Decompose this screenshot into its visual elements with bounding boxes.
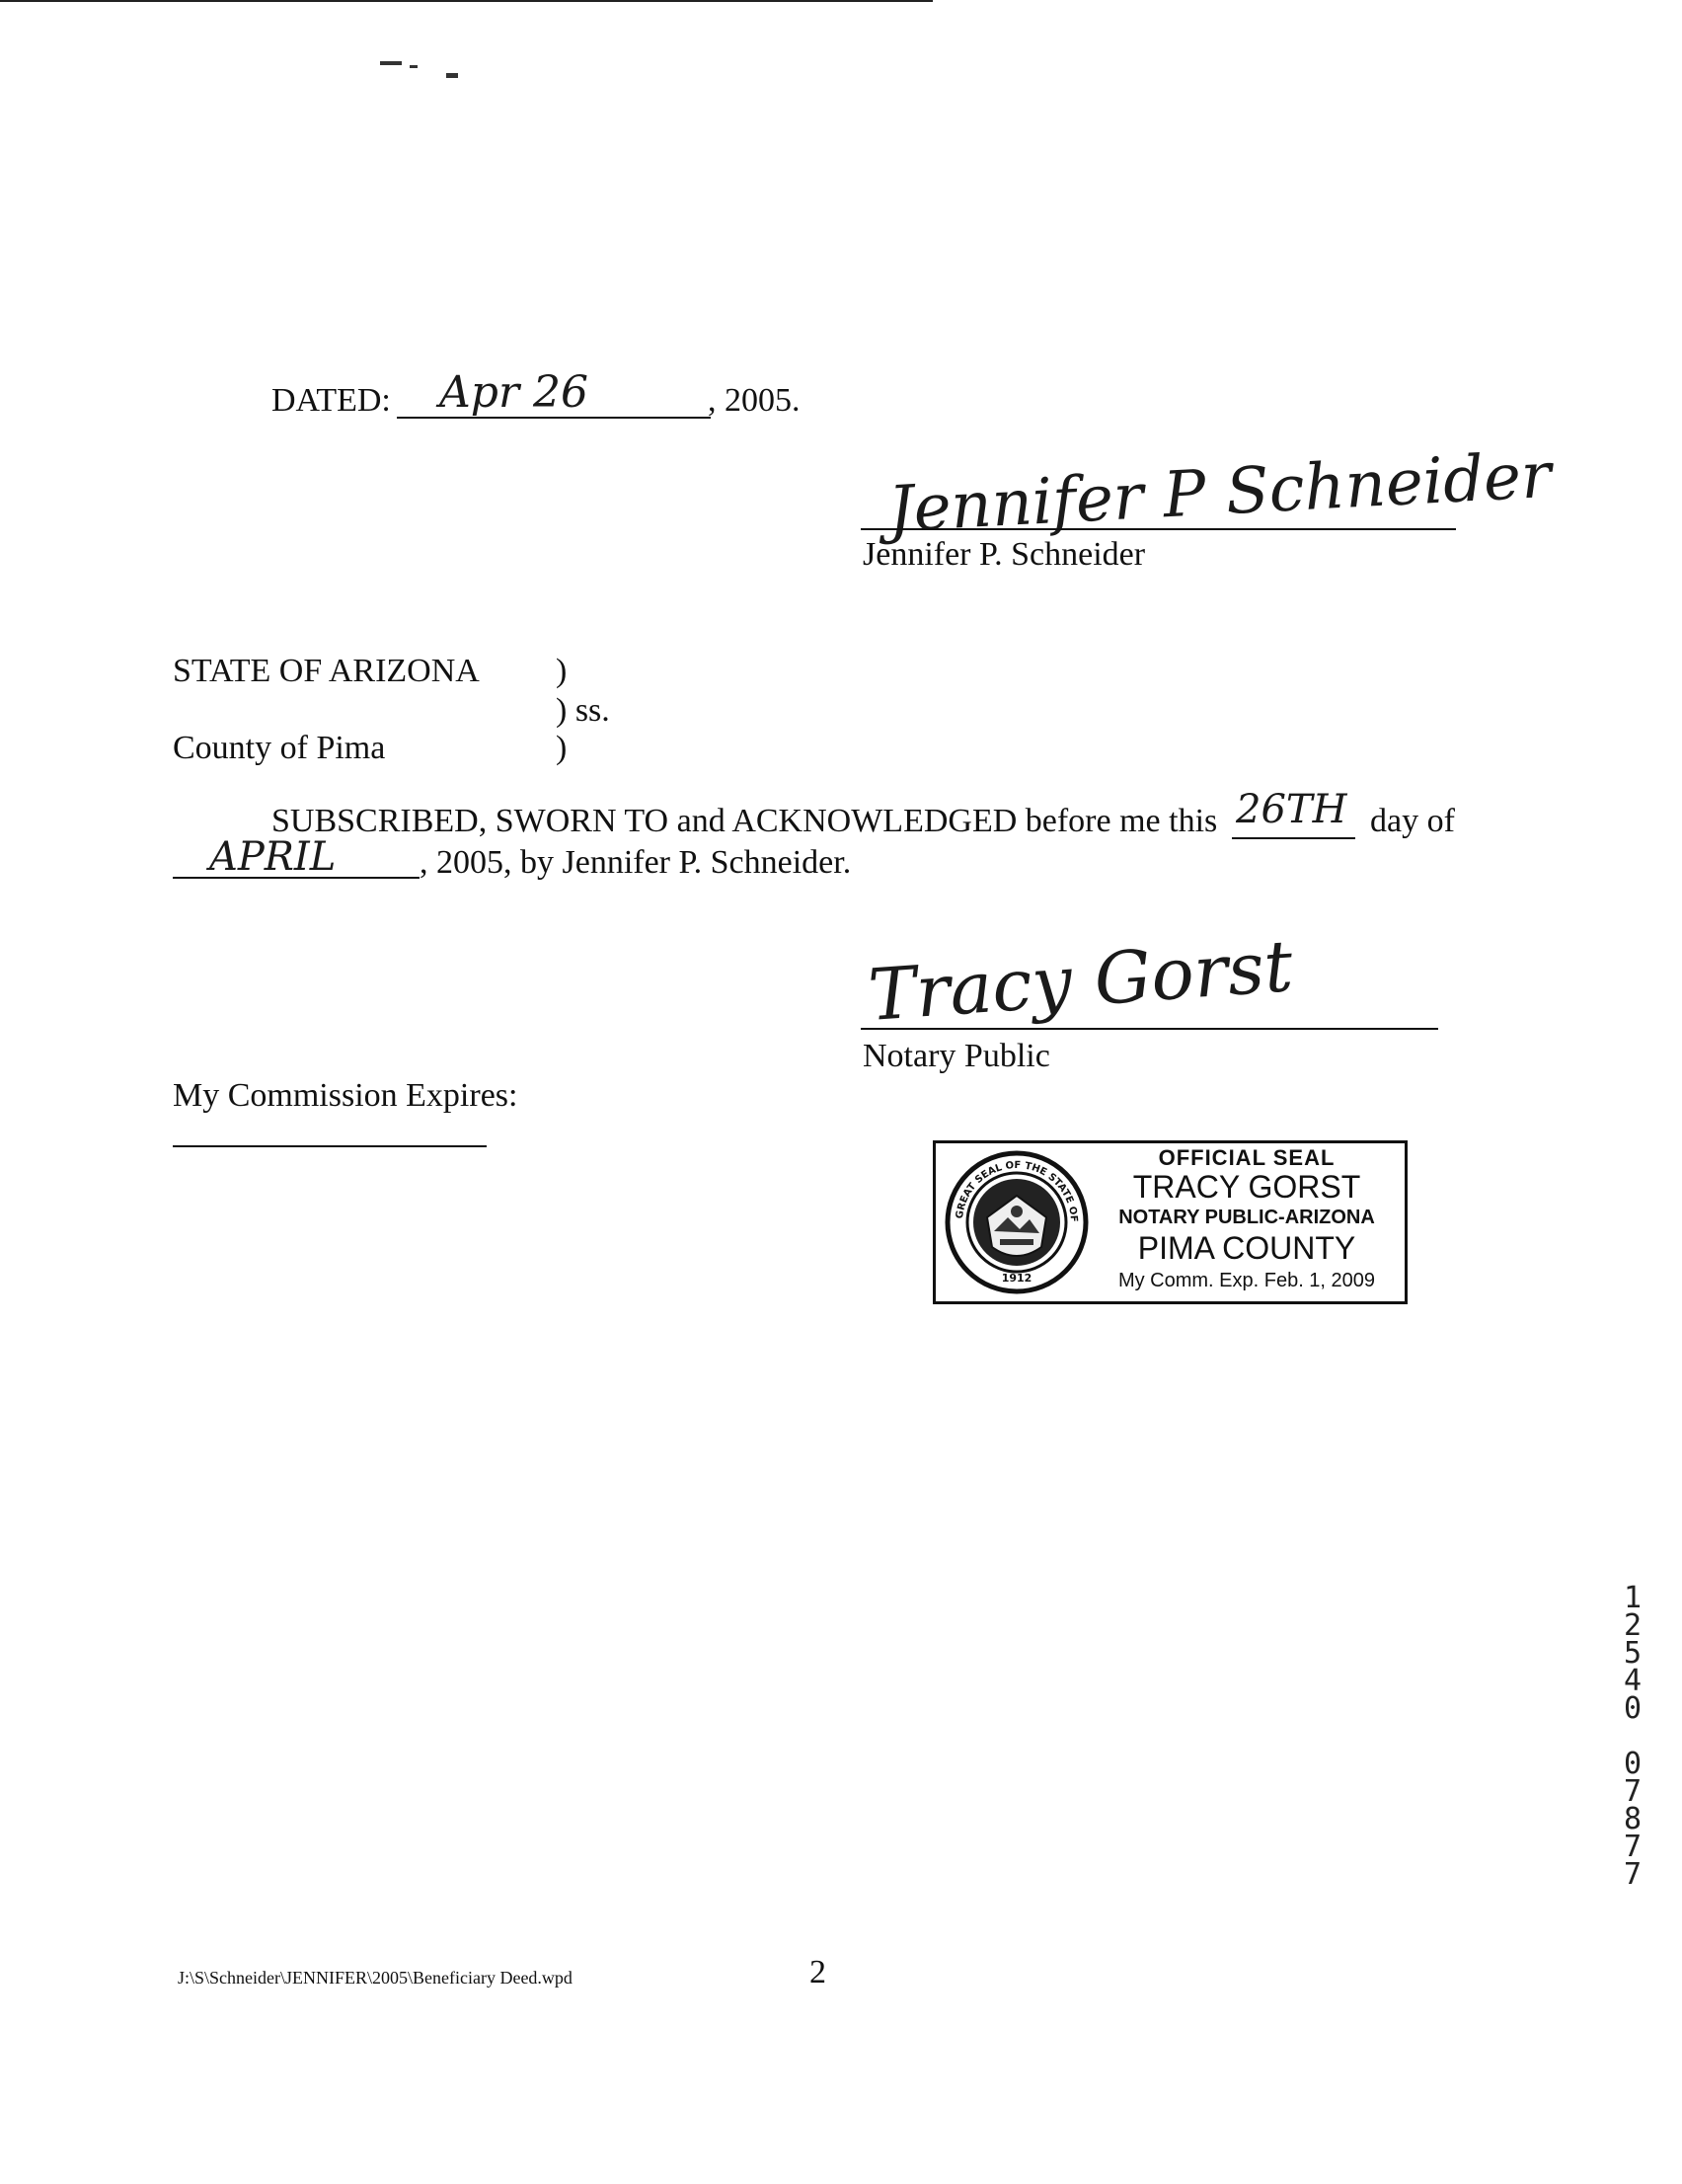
footer-page-number: 2 xyxy=(809,1954,826,1990)
acknowledgment-line1: SUBSCRIBED, SWORN TO and ACKNOWLEDGED before me this xyxy=(271,803,1218,839)
commission-expires-label: My Commission Expires: xyxy=(173,1077,518,1114)
ack-day-of: day of xyxy=(1370,803,1455,839)
seal-line-county: PIMA COUNTY xyxy=(1137,1230,1356,1266)
official-seal-stamp xyxy=(933,1140,1408,1304)
signer-signature-line xyxy=(861,528,1456,530)
recording-digit: 7 xyxy=(1623,1830,1643,1864)
seal-line-official: OFFICIAL SEAL xyxy=(1158,1145,1336,1170)
recording-digit: 7 xyxy=(1623,1857,1643,1892)
scan-speck xyxy=(410,65,418,68)
recording-digit: 7 xyxy=(1623,1774,1643,1809)
arizona-state-seal-icon xyxy=(938,1140,1091,1296)
commission-expires-line xyxy=(173,1145,487,1147)
seal-year: 1912 xyxy=(1001,1272,1032,1285)
seal-line-notary: NOTARY PUBLIC-ARIZONA xyxy=(1118,1207,1375,1228)
notary-signature xyxy=(866,926,1295,1035)
signer-printed-name: Jennifer P. Schneider xyxy=(863,536,1146,573)
scan-top-edge xyxy=(0,0,933,2)
notary-signature-line xyxy=(861,1028,1438,1030)
venue-bracket-3: ) xyxy=(556,730,568,766)
venue-bracket-ss: ) ss. xyxy=(556,692,610,729)
dated-handwritten-date: Apr 26 xyxy=(439,367,588,418)
recording-number xyxy=(1616,1581,1649,1892)
seal-line-expiration: My Comm. Exp. Feb. 1, 2009 xyxy=(1117,1270,1376,1291)
ack-handwritten-month: APRIL xyxy=(209,834,337,880)
recording-digit: 1 xyxy=(1623,1581,1643,1615)
notary-label: Notary Public xyxy=(863,1038,1050,1074)
acknowledgment-line2: , 2005, by Jennifer P. Schneider. xyxy=(420,844,852,881)
recording-digit: 8 xyxy=(1623,1802,1643,1836)
scan-speck xyxy=(446,73,458,78)
seal-ring-text: GREAT SEAL OF THE STATE OF ARIZONA xyxy=(938,1140,1080,1223)
ack-day-underline xyxy=(1232,837,1355,839)
venue-county: County of Pima xyxy=(173,730,386,766)
recording-digit: 0 xyxy=(1623,1747,1643,1781)
ack-handwritten-day: 26TH xyxy=(1236,787,1347,832)
recording-digit: 2 xyxy=(1623,1608,1643,1643)
dated-year: , 2005. xyxy=(708,382,801,419)
recording-digit: 5 xyxy=(1623,1636,1643,1671)
notary-signature-text: Tracy Gorst xyxy=(866,924,1296,1037)
venue-state: STATE OF ARIZONA xyxy=(173,653,480,689)
venue-bracket-1: ) xyxy=(556,653,568,689)
scan-speck xyxy=(380,61,402,65)
dated-label: DATED: xyxy=(271,382,391,419)
seal-line-name: TRACY GORST xyxy=(1132,1169,1361,1205)
signer-signature-text: Jennifer P Schneider xyxy=(886,438,1554,547)
recording-digit: 0 xyxy=(1623,1691,1643,1726)
footer-file-path: J:\S\Schneider\JENNIFER\2005\Beneficiary Deed.wpd xyxy=(178,1968,573,1988)
recording-digit: 4 xyxy=(1623,1664,1643,1698)
